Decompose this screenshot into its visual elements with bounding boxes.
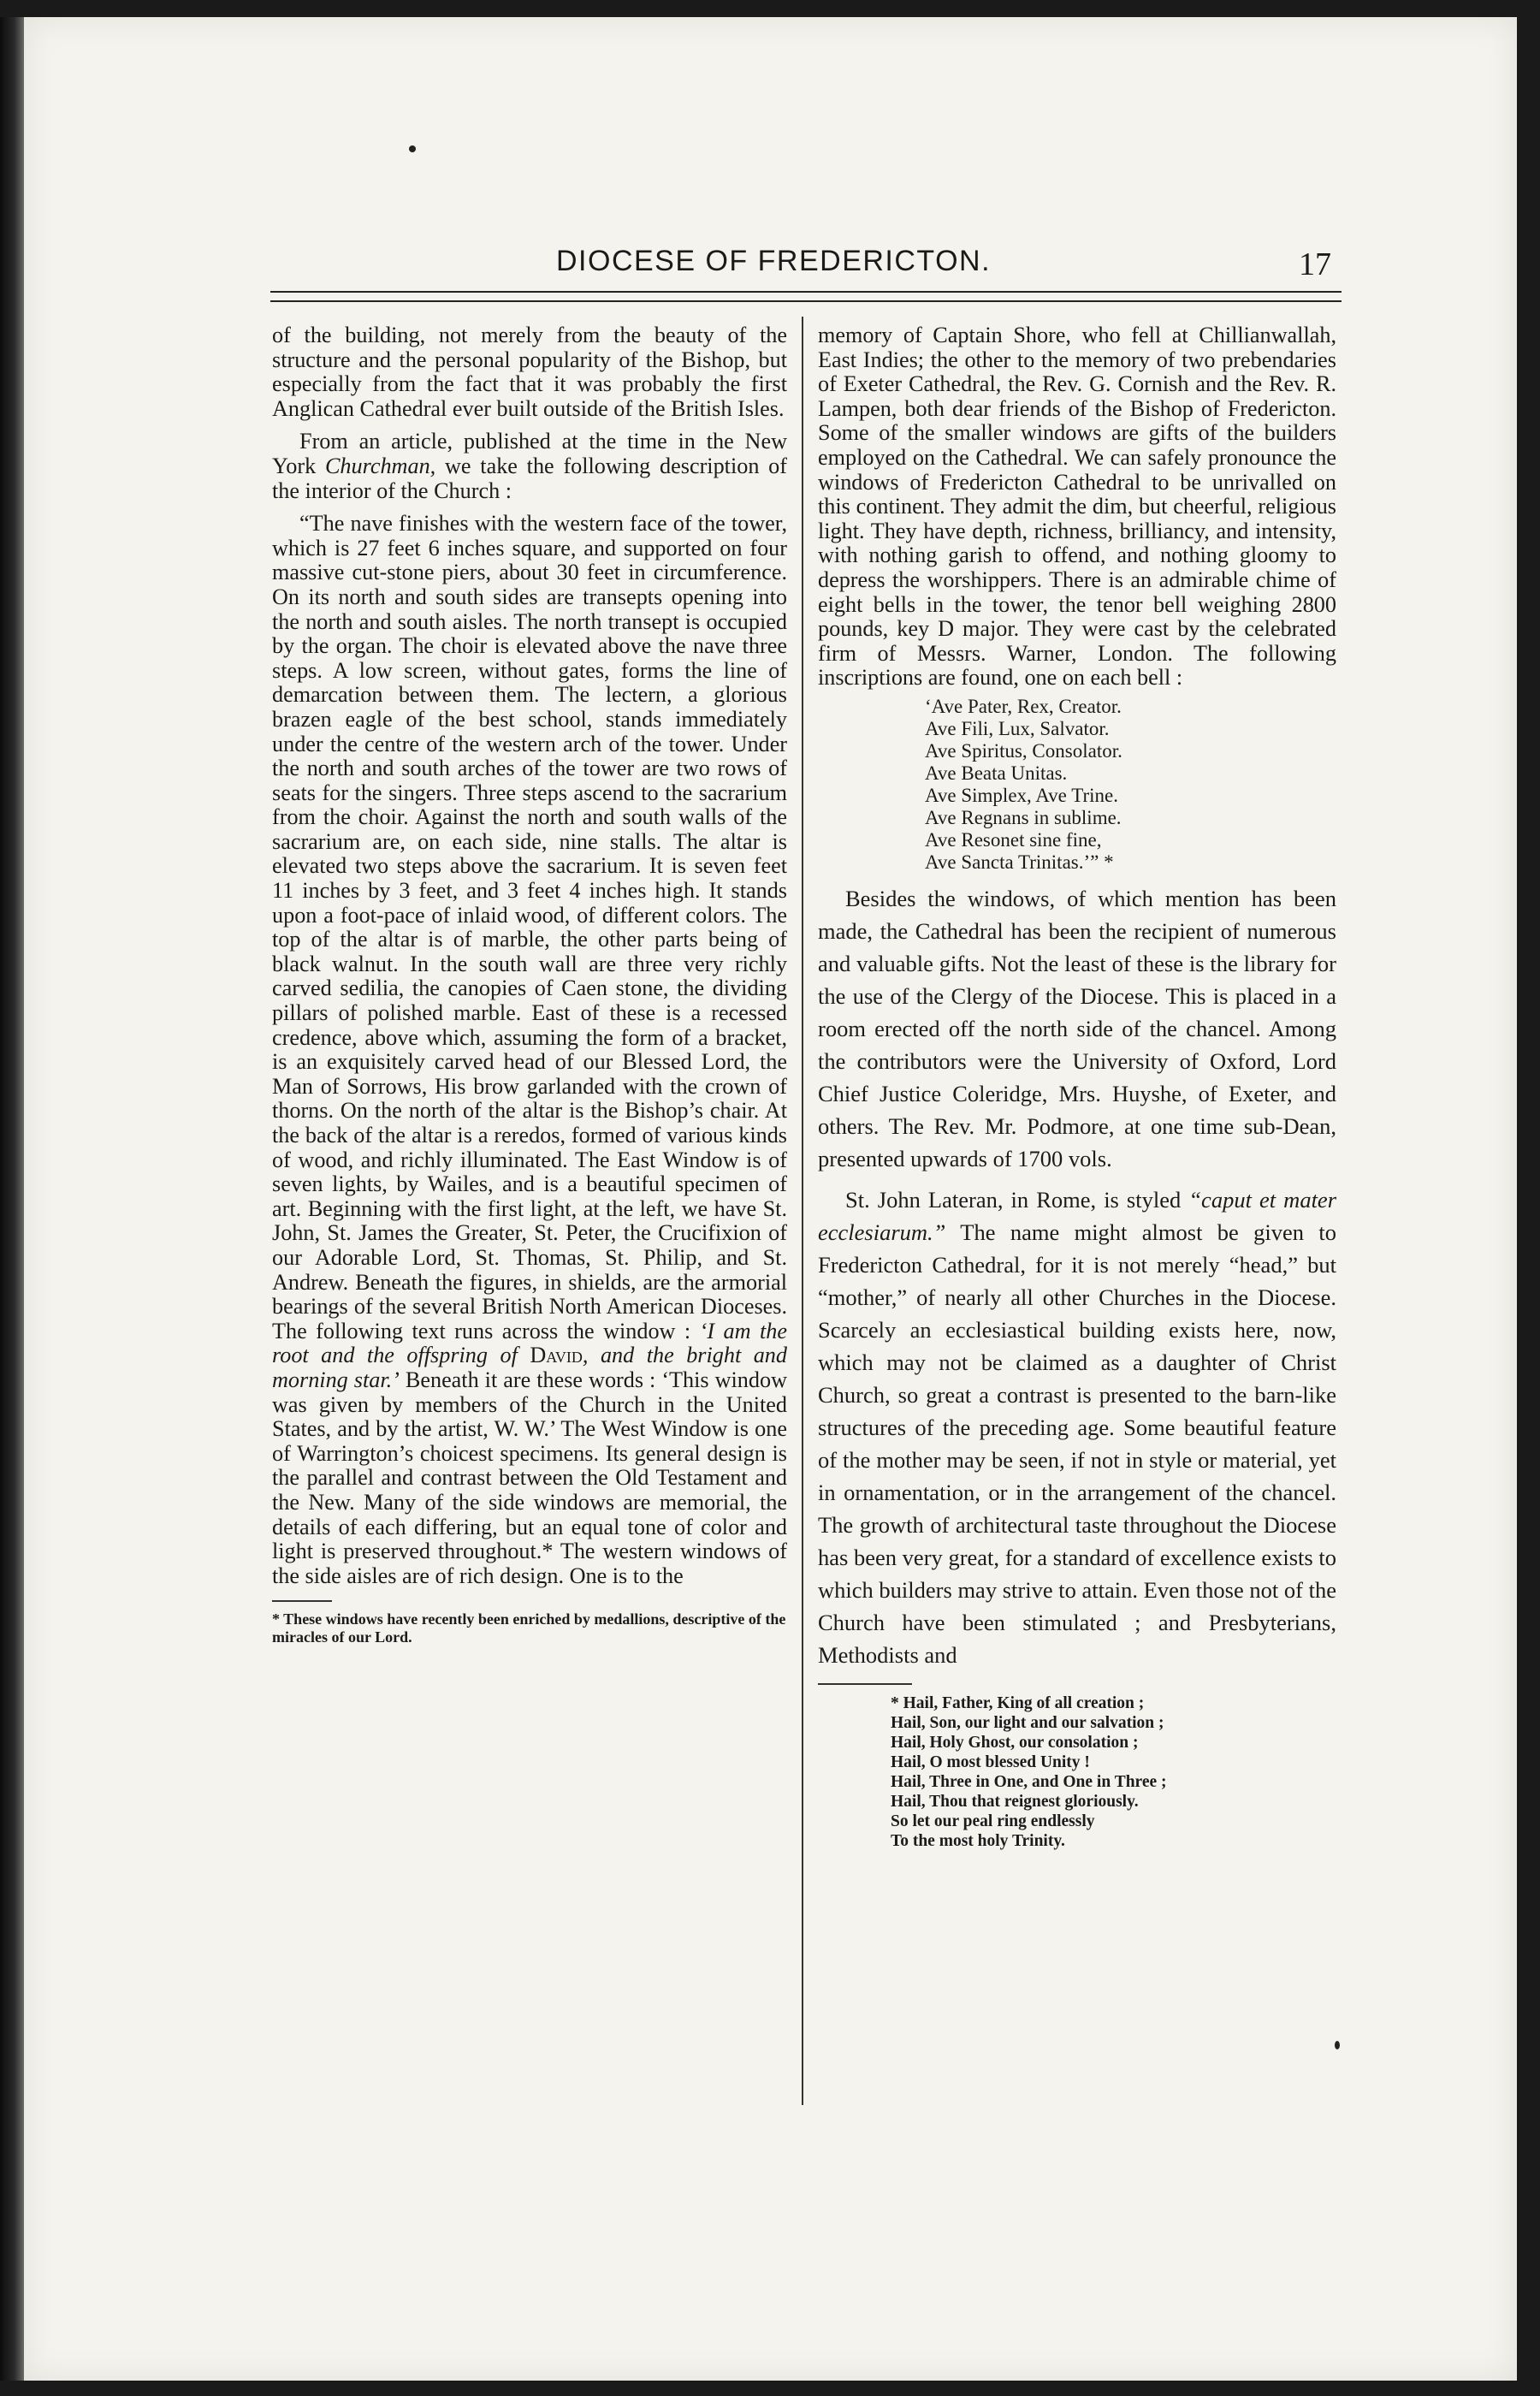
scan-edge [0,17,24,2381]
poem-line: Hail, O most blessed Unity ! [891,1753,1090,1771]
inscription-line: Ave Regnans in sublime. [925,806,1122,828]
ink-speck [409,145,416,152]
inscription-line: ‘Ave Pater, Rex, Creator. [925,695,1122,717]
inscription-line: Ave Sancta Trinitas.’” * [925,851,1114,873]
paragraph: memory of Captain Shore, who fell at Chillianwallah, East Indies; the other to the memory of two prebendaries of Exeter Cathedral, the Rev. G. Cornish and the Rev. R. Lampen, both dear friends of the Bishop of Fredericton. Some of the smaller windows are gifts of the builders employed on the Cathedral. We can safely pronounce the windows of Fredericton Cathedral to be unrivalled on this continent. They admit the dim, but cheerful, religious light. They have depth, richness, brilliancy, and intensity, with nothing garish to offend, and nothing gloomy to depress the worshippers. There is an admirable chime of eight bells in the tower, the tenor bell weighing 2800 pounds, key D major. They were cast by the celebrated firm of Messrs. Warner, London. The following inscriptions are found, one on each bell : [818,323,1336,691]
inscription-line: Ave Beata Unitas. [925,762,1068,784]
poem-line: Hail, Son, our light and our salvation ; [891,1713,1164,1732]
running-head: DIOCESE OF FREDERICTON. [556,245,992,277]
inscription-line: Ave Fili, Lux, Salvator. [925,717,1110,739]
paragraph: From an article, published at the time in the New York Churchman, we take the following description of the interior of the Church : [272,429,787,503]
poem-line: So let our peal ring endlessly [891,1812,1095,1830]
paragraph: of the building, not merely from the beauty of the structure and the personal popularity of the Bishop, but especially from the fact that it was probably the first Anglican Cathedral ever built outside of the British Isles. [272,323,787,421]
right-column [818,323,1336,1851]
ink-speck [1335,2041,1340,2049]
inscription-line: Ave Simplex, Ave Trine. [925,784,1118,806]
footnote-rule [272,1600,332,1602]
footnote-rule [818,1683,912,1685]
bell-inscriptions [925,696,1336,874]
left-column [272,323,787,1646]
poem-line: Hail, Thou that reignest gloriously. [891,1792,1139,1811]
page-number: 17 [1299,246,1331,282]
poem-line: * Hail, Father, King of all creation ; [891,1693,1145,1712]
column-divider [802,317,803,2105]
header-rule-bottom [270,300,1342,302]
poem-line: Hail, Holy Ghost, our consolation ; [891,1733,1139,1752]
inscription-line: Ave Spiritus, Consolator. [925,739,1122,762]
footnote-poem [891,1693,1336,1851]
header-rule-top [270,291,1342,293]
inscription-line: Ave Resonet sine fine, [925,828,1102,851]
paragraph: Besides the windows, of which mention has been made, the Cathedral has been the recipient of numerous and valuable gifts. Not the least of these is the library for the use of the Clergy of the Diocese. This is placed in a room erected off the north side of the chancel. Among the contributors were the University of Oxford, Lord Chief Justice Coleridge, Mrs. Huyshe, of Exeter, and others. The Rev. Mr. Podmore, at one time sub-Dean, presented upwards of 1700 vols. [818,885,1336,1171]
poem-line: Hail, Three in One, and One in Three ; [891,1772,1167,1791]
footnote: * These windows have recently been enriched by medallions, descriptive of the miracles of our Lord. [272,1610,786,1646]
paragraph: St. John Lateran, in Rome, is styled “caput et mater ecclesiarum.” The name might almost be given to Fredericton Cathedral, for it is not merely “head,” but “mother,” of nearly all other Churches in the Diocese. Scarcely an ecclesiastical building exists here, now, which may not be claimed as a daughter of Christ Church, so great a contrast is presented to the barn-like structures of the preceding age. Some beautiful feature of the mother may be seen, if not in style or material, yet in ornamentation, or in the arrangement of the chancel. The growth of architectural taste throughout the Diocese has been very great, for a standard of excellence exists to which builders may strive to attain. Even those not of the Church have been stimulated ; and Presbyterians, Methodists and [818,1186,1337,1668]
poem-line: To the most holy Trinity. [891,1831,1065,1850]
quoted-description: “The nave finishes with the western face of the tower, which is 27 feet 6 inches square, and supported on four massive cut-stone piers, about 30 feet in circumference. On its north and south sides are transepts opening into the north and south aisles. The north transept is occupied by the organ. The choir is elevated above the nave three steps. A low screen, without gates, forms the line of demarcation between them. The lectern, a glorious brazen eagle of the best school, stands immediately under the centre of the western arch of the tower. Under the north and south arches of the tower are two rows of seats for the singers. Three steps ascend to the sacrarium from the choir. Against the north and south walls of the sacrarium are, on each side, nine stalls. The altar is elevated two steps above the sacrarium. It is seven feet 11 inches by 3 feet, and 3 feet 4 inches high. It stands upon a foot-pace of inlaid wood, of different colors. The top of the altar is of marble, the other parts being of black walnut. In the south wall are three very richly carved sedilia, the canopies of Caen stone, the dividing pillars of polished marble. East of these is a recessed credence, above which, assuming the form of a bracket, is an exquisitely carved head of our Blessed Lord, the Man of Sorrows, His brow garlanded with the crown of thorns. On the north of the altar is the Bishop’s chair. At the back of the altar is a reredos, formed of various kinds of wood, and richly illuminated. The East Window is of seven lights, by Wailes, and is a beautiful specimen of art. Beginning with the first light, at the left, we have St. John, St. James the Greater, St. Peter, the Crucifixion of our Adorable Lord, St. Thomas, St. Philip, and St. Andrew. Beneath the figures, in shields, are the armorial bearings of the several British North American Dioceses. The following text runs across the window : ‘I am the root and the offspring of David, and the bright and morning star.’ Beneath it are these words : ‘This window was given by members of the Church in the United States, and by the artist, W. W.’ The West Window is one of Warrington’s choicest specimens. Its general design is the parallel and contrast between the Old Testament and the New. Many of the side windows are memorial, the details of each differing, but an equal tone of color and light is preserved throughout.* The western windows of the side aisles are of rich design. One is to the [272,511,787,1588]
